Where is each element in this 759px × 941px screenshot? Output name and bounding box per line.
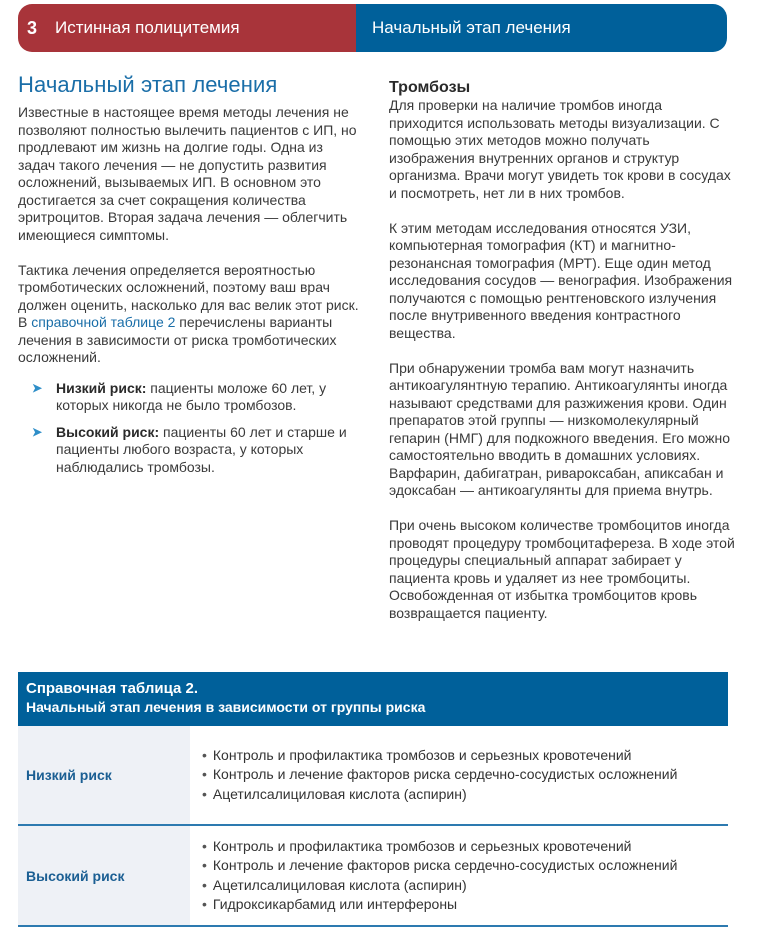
thrombosis-paragraph-1: Для проверки на наличие тромбов иногда приходится использовать методы визуализации. С помощью этих методов можно получать изображения внутренних органов и структур организма. Врачи могут увидеть ток крови в сосудах и посмотреть, нет ли в них тромбов. — [389, 97, 731, 201]
list-item — [202, 785, 728, 805]
chevron-right-icon: ➤ — [32, 380, 43, 395]
left-column — [18, 72, 363, 485]
bullet-icon: • — [202, 857, 207, 873]
table-row — [18, 726, 728, 826]
treatment-text: Контроль и лечение факторов риска сердечно-сосудистых осложнений — [212, 766, 678, 783]
risk-description: пациенты 60 лет и старше и пациенты любого возраста, у которых наблюдались тромбозы. — [56, 423, 347, 475]
list-item — [202, 837, 728, 857]
list-item — [202, 895, 728, 915]
risk-label: Высокий риск: — [56, 423, 160, 440]
bullet-icon: • — [202, 876, 207, 893]
bullet-icon: • — [202, 896, 207, 912]
risk-description: пациенты моложе 60 лет, у которых никогда не было тромбозов. — [56, 379, 327, 413]
treatment-text: Ацетилсалициловая кислота (аспирин) — [212, 785, 467, 802]
treatment-text: Гидроксикарбамид или интерфероны — [212, 896, 458, 912]
thrombosis-paragraph-3: При обнаружении тромба вам могут назначить антикоагулянтную терапию. Антикоагулянты иногда называют средствами для разжижения крови. Один препаратов этой группы — низкомолекулярный гепарин (НМГ) для подкожного введения. Его можно самостоятельно вводить в домашних условиях. Варфарин, дабигатран, ривароксабан, апиксабан и эдоксабан — антикоагулянты для приема внутрь. — [389, 359, 731, 498]
right-column — [389, 79, 739, 622]
reference-table-link[interactable]: справочной таблице 2 — [31, 314, 176, 330]
list-item — [18, 424, 363, 477]
thrombosis-paragraph-4: При очень высоком количестве тромбоцитов иногда проводят процедуру тромбоцитафереза. В ходе этой процедуры специальный аппарат забирает у пациента кровь и удаляет из нее тромбоциты. Освобожденная от избытка тромбоцитов кровь возвращается пациенту. — [389, 517, 735, 621]
list-item — [202, 746, 728, 766]
tactics-text-start: Тактика лечения определяется вероятностью тромботических осложнений, поэтому ваш врач должен оценить, насколько для вас велик этот риск. В — [18, 261, 359, 330]
table-row — [18, 826, 728, 927]
table-subtitle: Начальный этап лечения в зависимости от группы риска — [26, 699, 426, 715]
treatment-list — [190, 726, 728, 824]
intro-paragraph: Известные в настоящее время методы лечения не позволяют полностью вылечить пациентов с ИП, но продлевают им жизнь на долгие годы. Одна из задач такого лечения — не допустить развития осложнений, вызываемых ИП. В основном это достигается за счет сокращения количества эритроцитов. Вторая задача лечения — облегчить имеющиеся симптомы. — [18, 104, 357, 243]
section-title: Начальный этап лечения — [372, 18, 571, 37]
treatment-text: Контроль и лечение факторов риска сердечно-сосудистых осложнений — [212, 857, 678, 873]
list-item — [18, 380, 363, 415]
treatment-text: Контроль и профилактика тромбозов и серьезных кровотечений — [212, 746, 632, 763]
risk-group-label: Высокий риск — [18, 826, 190, 925]
table-title: Справочная таблица 2. — [26, 680, 198, 697]
bullet-icon: • — [202, 837, 207, 854]
risk-group-label: Низкий риск — [18, 726, 190, 824]
bullet-icon: • — [202, 785, 207, 802]
chapter-number: 3 — [27, 17, 38, 38]
tactics-paragraph — [18, 262, 363, 367]
thrombosis-paragraph-2: К этим методам исследования относятся УЗИ, компьютерная томография (КТ) и магнитно-резонансная томография (МРТ). Еще один метод исследования сосудов — венография. Изображения получаются с помощью рентгеновского излучения после внутривенного введения контрастного вещества. — [389, 219, 733, 341]
chevron-right-icon: ➤ — [32, 424, 43, 439]
bullet-icon: • — [202, 746, 207, 763]
table-header — [18, 672, 728, 726]
bullet-icon: • — [202, 766, 207, 783]
treatment-list — [190, 826, 728, 925]
page-header-bar — [18, 4, 727, 52]
risk-label: Низкий риск: — [56, 379, 147, 396]
list-item — [202, 876, 728, 896]
treatment-text: Контроль и профилактика тромбозов и серьезных кровотечений — [212, 837, 632, 854]
section-banner — [356, 4, 727, 52]
chapter-banner — [18, 4, 356, 52]
treatment-text: Ацетилсалициловая кислота (аспирин) — [212, 876, 467, 893]
list-item — [202, 856, 728, 876]
risk-list — [18, 380, 363, 477]
chapter-title: Истинная полицитемия — [55, 18, 240, 37]
thrombosis-heading: Тромбозы — [389, 79, 471, 96]
page-title: Начальный этап лечения — [18, 72, 278, 97]
list-item — [202, 765, 728, 785]
tactics-text-end: перечислены варианты лечения в зависимости от риска тромботических осложнений. — [18, 314, 337, 365]
reference-table-2 — [18, 672, 728, 927]
